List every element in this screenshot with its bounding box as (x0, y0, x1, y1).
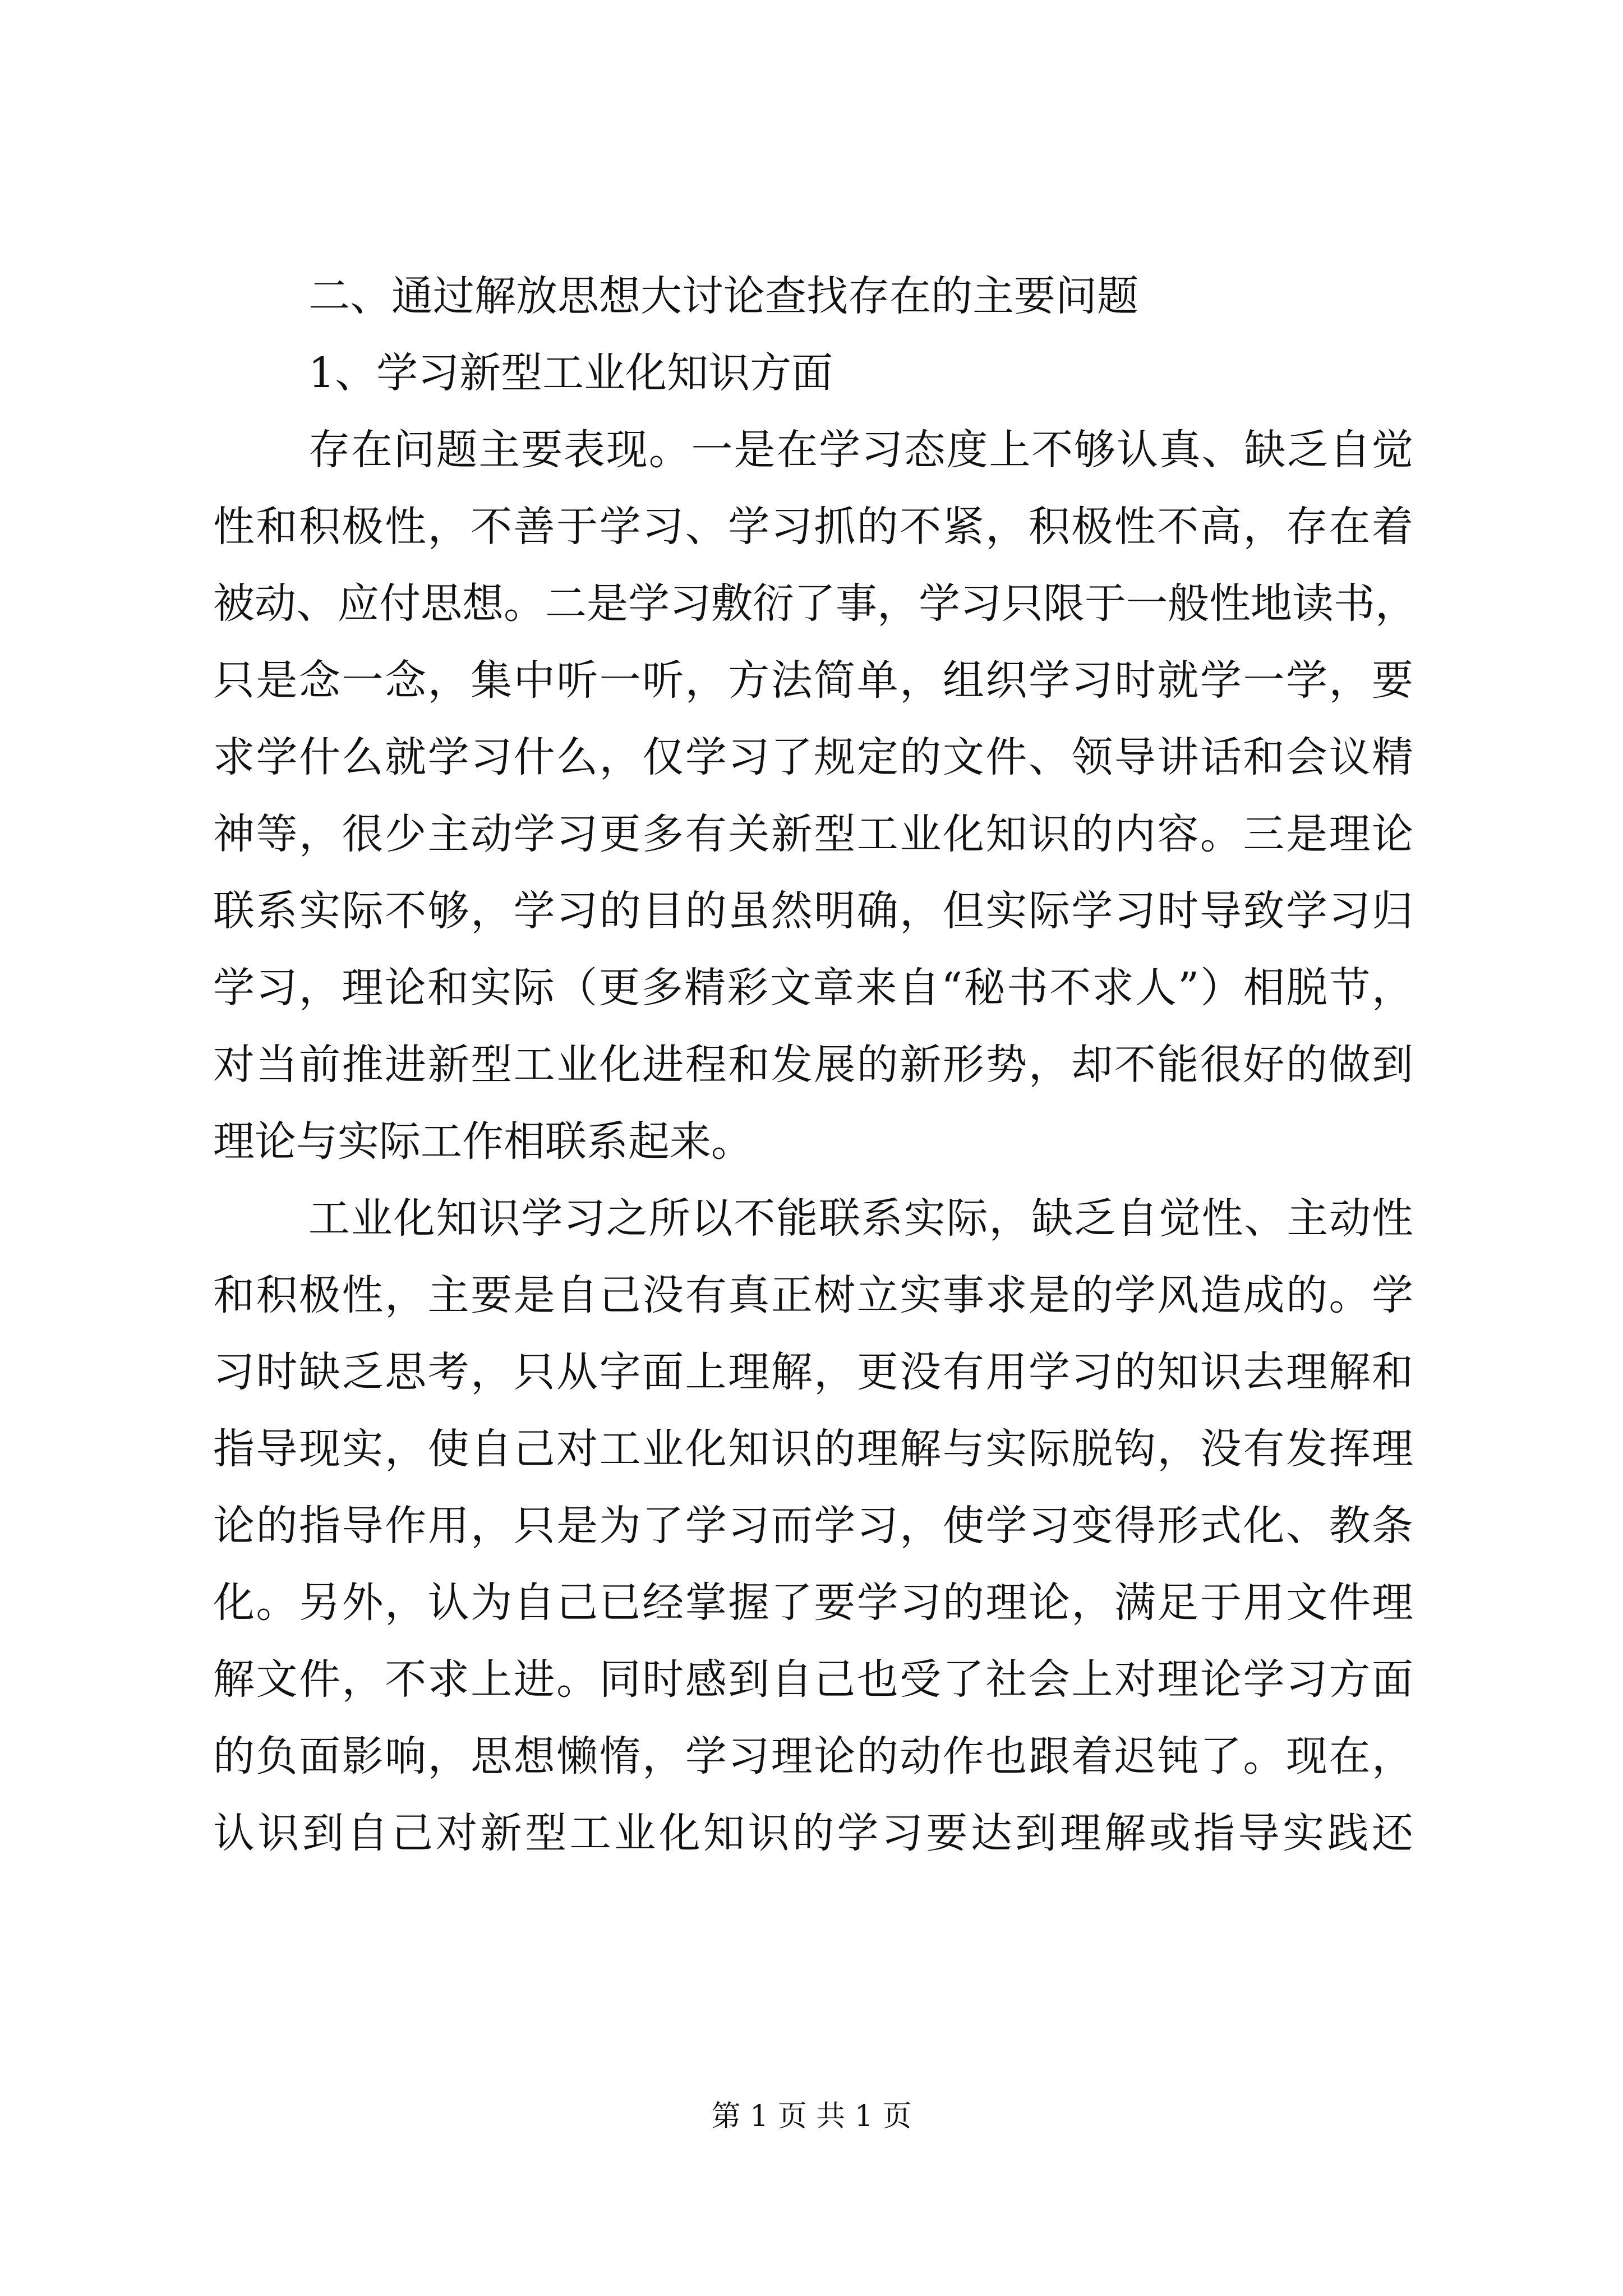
page-footer: 第 1 页 共 1 页 (711, 2100, 912, 2133)
paragraph-1 (213, 412, 1417, 1180)
paragraph-line: 学习，理论和实际（更多精彩文章来自“秘书不求人”）相脱节， (213, 964, 1413, 1012)
paragraph-line: 对当前推进新型工业化进程和发展的新形势，却不能很好的做到 (213, 1041, 1413, 1089)
paragraph-line: 工业化知识学习之所以不能联系实际，缺乏自觉性、主动性 (308, 1194, 1413, 1243)
paragraph-line: 和积极性，主要是自己没有真正树立实事求是的学风造成的。学 (213, 1271, 1413, 1319)
paragraph-line: 联系实际不够，学习的目的虽然明确，但实际学习时导致学习归 (213, 887, 1413, 935)
paragraph-line: 认识到自己对新型工业化知识的学习要达到理解或指导实践还 (213, 1809, 1413, 1857)
paragraph-line: 化。另外，认为自己已经掌握了要学习的理论，满足于用文件理 (213, 1579, 1413, 1627)
paragraph-line: 只是念一念，集中听一听，方法简单，组织学习时就学一学，要 (213, 656, 1413, 705)
section-heading: 二、通过解放思想大讨论查找存在的主要问题 (308, 272, 1138, 320)
subsection-heading: 1、学习新型工业化知识方面 (308, 349, 833, 397)
paragraph-line: 性和积极性，不善于学习、学习抓的不紧，积极性不高，存在着 (213, 503, 1413, 551)
paragraph-line: 解文件，不求上进。同时感到自己也受了社会上对理论学习方面 (213, 1655, 1413, 1704)
paragraph-line: 指导现实，使自己对工业化知识的理解与实际脱钩，没有发挥理 (213, 1425, 1413, 1473)
paragraph-line: 求学什么就学习什么，仅学习了规定的文件、领导讲话和会议精 (213, 733, 1413, 781)
paragraph-line: 理论与实际工作相联系起来。 (213, 1117, 753, 1166)
paragraph-line: 习时缺乏思考，只从字面上理解，更没有用学习的知识去理解和 (213, 1348, 1413, 1396)
paragraph-2 (213, 1180, 1413, 1872)
document-body (213, 258, 1417, 1872)
paragraph-line: 被动、应付思想。二是学习敷衍了事，学习只限于一般性地读书， (213, 579, 1417, 628)
paragraph-line: 的负面影响，思想懒惰，学习理论的动作也跟着迟钝了。现在， (213, 1732, 1413, 1780)
paragraph-line: 论的指导作用，只是为了学习而学习，使学习变得形式化、教条 (213, 1502, 1413, 1550)
paragraph-line: 存在问题主要表现。一是在学习态度上不够认真、缺乏自觉 (308, 426, 1413, 474)
paragraph-line: 神等，很少主动学习更多有关新型工业化知识的内容。三是理论 (213, 810, 1413, 858)
